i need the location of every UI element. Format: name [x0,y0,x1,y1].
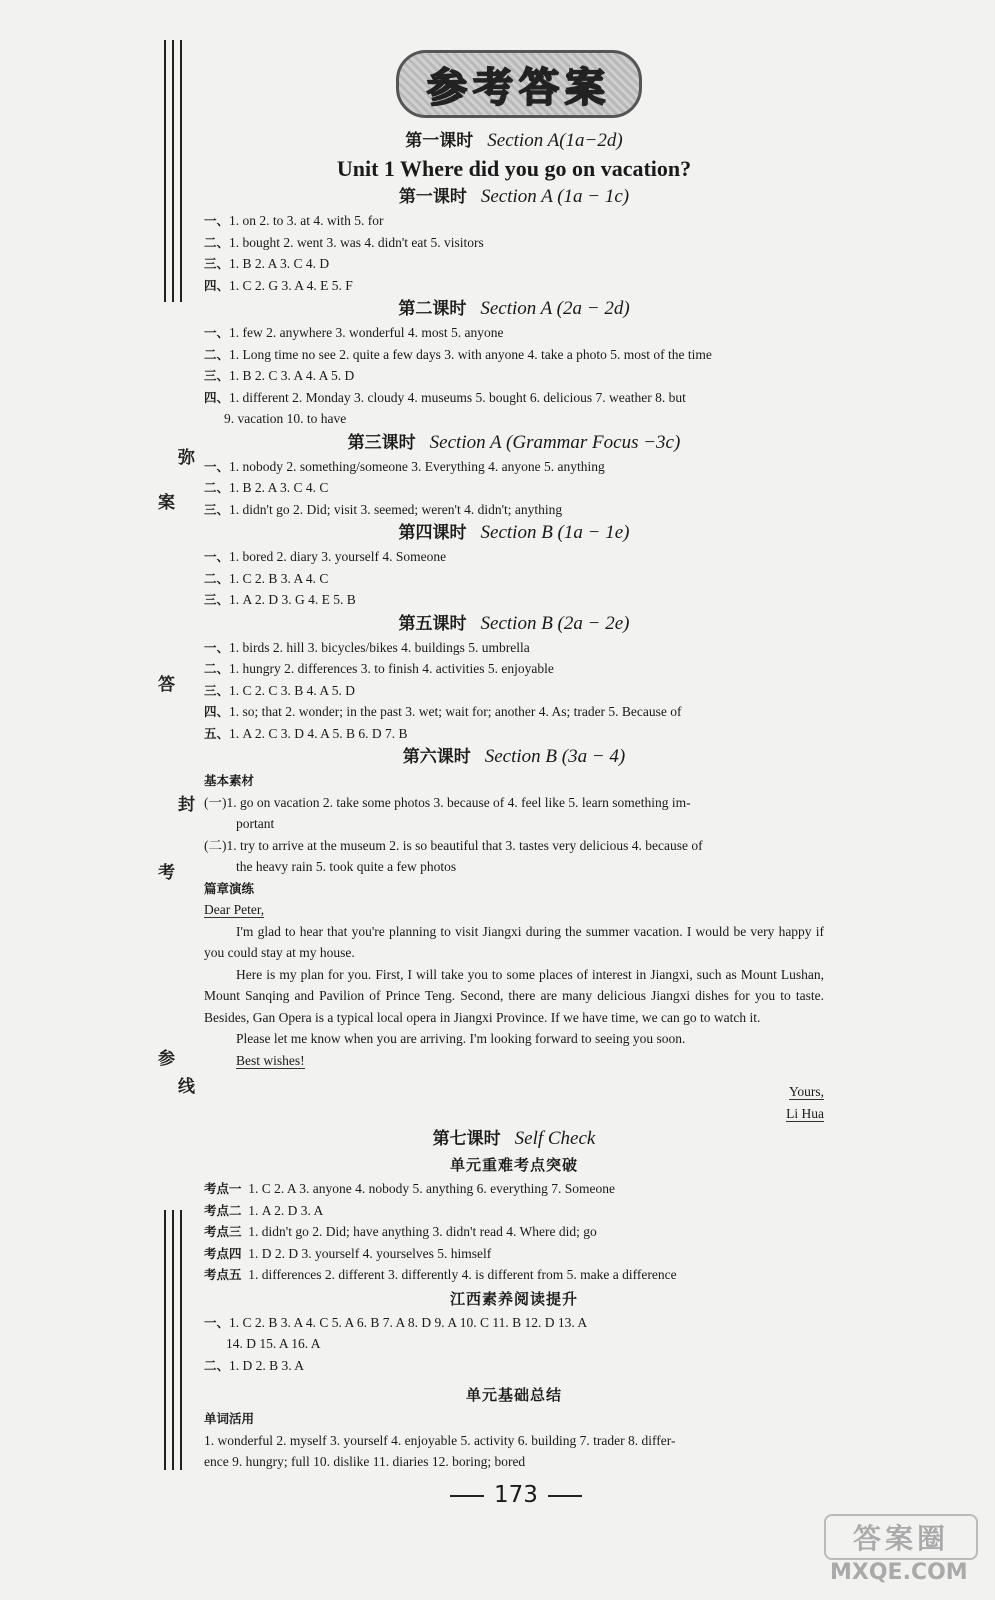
line-text: 1. A 2. C 3. D 4. A 5. B 6. D 7. B [229,725,408,741]
line-label: 四、 [204,277,230,293]
lesson-number: 第一课时 [405,131,474,151]
answer-line [204,1221,824,1243]
subsection-title: 单元重难考点突破 [449,1156,578,1174]
lesson-heading [204,1126,824,1152]
margin-rule [172,1210,174,1470]
line-text: 1. birds 2. hill 3. bicycles/bikes 4. buildings 5. umbrella [229,639,530,655]
answer-line [204,365,824,387]
lesson-section: Section B (2a − 2e) [480,612,630,634]
line-text: 1. didn't go 2. Did; have anything 3. didn't read 4. Where did; go [248,1224,597,1239]
line-text: 1. C 2. C 3. B 4. A 5. D [229,682,356,698]
line-text: 1. bought 2. went 3. was 4. didn't eat 5. visitors [229,234,484,250]
lesson-number: 第七课时 [432,1129,501,1149]
line-label: 五、 [204,725,230,741]
greeting-text: Dear Peter, [204,902,265,917]
line-label: 三、 [204,501,230,517]
lesson-number: 第二课时 [398,299,467,319]
line-label: 一、 [204,639,230,655]
answer-line [204,589,824,611]
answer-line [204,1178,824,1200]
line-label: 二、 [204,234,230,250]
line-label: 一、 [204,1314,230,1330]
line-label: 二、 [204,1357,230,1373]
margin-char: 答 [158,675,175,695]
answer-line [204,723,824,745]
line-text: 1. B 2. C 3. A 4. A 5. D [229,368,355,383]
line-text: 1. C 2. B 3. A 4. C [229,570,329,586]
lesson-heading [204,520,824,546]
answer-line [204,408,824,430]
answer-line [204,568,824,590]
lesson-heading [204,744,824,770]
answer-line [204,1243,824,1265]
lesson-section: Section A(1a−2d) [487,130,623,151]
sign-name: Li Hua [786,1105,824,1121]
margin-char: 参 [158,1049,175,1069]
line-label: 二、 [204,661,230,676]
watermark-logo: 答案圈 [824,1514,978,1560]
answer-line [204,1451,824,1473]
answer-line [204,232,824,254]
line-text: 1. B 2. A 3. C 4. C [229,480,329,495]
page-number: 173 [440,1482,592,1508]
line-text: the heavy rain 5. took quite a few photos [236,859,457,874]
lesson-number: 第六课时 [402,747,471,767]
subsection-title: 单元基础总结 [465,1386,562,1404]
line-label: 二、 [204,346,230,362]
line-text: 1. few 2. anywhere 3. wonderful 4. most 5. anyone [229,325,504,340]
answer-line [204,856,824,878]
watermark-url: MXQE.COM [830,1560,968,1585]
margin-rule [164,40,166,302]
answer-line [204,499,824,521]
answer-line [204,680,824,702]
lesson-heading [204,430,824,456]
lesson-number: 第五课时 [398,613,467,634]
margin-rule [172,40,174,302]
line-label: (二) [204,837,227,853]
line-text: 9. vacation 10. to have [224,411,347,426]
line-label: 考点三 [204,1224,242,1239]
line-label: 二、 [204,480,230,495]
answer-line [204,813,824,835]
line-label: 三、 [204,682,230,698]
letter-closing [204,1050,824,1072]
line-text: 1. on 2. to 3. at 4. with 5. for [229,213,384,228]
line-label: 二、 [204,570,230,586]
line-label: 三、 [204,592,230,607]
line-label: 考点一 [204,1181,242,1196]
letter-paragraph: Please let me know when you are arriving. I'm looking forward to seeing you soon. [236,1031,686,1046]
answer-line [204,344,824,366]
line-text: 1. different 2. Monday 3. cloudy 4. museums 5. bought 6. delicious 7. weather 8. but [229,389,686,405]
line-label: (一) [204,794,227,810]
letter-paragraph: Here is my plan for you. First, I will take you to some places of interest in Jiangxi, such as Mount Lushan, Mount Sanqing and Pavilion of Prince Teng. Second, there are many delicious Jiangxi dishes for you to taste. Besides, Gan Opera is a typical local opera in Jiangxi Province. If we have time, we can go to watch it. [204,966,824,1025]
unit-title: Unit 1 Where did you go on vacation? [336,156,692,181]
line-text: 1. differences 2. different 3. differently 4. is different from 5. make a difference [248,1267,677,1282]
title-banner [396,50,642,118]
line-text: ence 9. hungry; full 10. dislike 11. diaries 12. boring; bored [204,1454,526,1469]
letter-signature [204,1081,824,1124]
section-label: 篇章演练 [204,880,255,896]
line-text: 1. A 2. D 3. A [248,1202,324,1218]
answer-line [204,546,824,568]
line-text: 1. so; that 2. wonder; in the past 3. wet; wait for; another 4. As; trader 5. Because of [229,704,682,719]
line-label: 四、 [204,389,230,405]
answer-line [204,637,824,659]
line-text: 1. C 2. B 3. A 4. C 5. A 6. B 7. A 8. D 9. A 10. C 11. B 12. D 13. A [229,1314,588,1330]
line-text: 1. D 2. B 3. A [229,1357,305,1373]
line-text: 1. C 2. A 3. anyone 4. nobody 5. anything 6. everything 7. Someone [248,1181,615,1196]
line-text: 1. didn't go 2. Did; visit 3. seemed; weren't 4. didn't; anything [229,501,563,517]
sign-line: Yours, [788,1084,824,1099]
line-text: 14. D 15. A 16. A [226,1336,321,1351]
line-text: 1. Long time no see 2. quite a few days 3. with anyone 4. take a photo 5. most of the time [229,346,712,362]
answer-line [204,456,824,478]
answer-content [204,128,824,1473]
subsection-title: 江西素养阅读提升 [449,1289,578,1308]
line-label: 三、 [204,256,230,271]
margin-rule [180,40,182,302]
line-label: 一、 [204,458,230,474]
line-label: 一、 [204,325,230,340]
section-label: 基本素材 [204,773,255,788]
closing-text: Best wishes! [236,1052,305,1068]
margin-char: 封 [178,795,195,815]
lesson-heading [204,184,824,210]
answer-line [204,1312,824,1334]
line-text: 1. bored 2. diary 3. yourself 4. Someone [229,549,447,564]
line-text: 1. D 2. D 3. yourself 4. yourselves 5. himself [248,1245,492,1261]
answer-line [204,1264,824,1286]
lesson-section: Section B (3a − 4) [484,746,626,767]
answer-line [204,1333,824,1355]
letter-paragraph: I'm glad to hear that you're planning to visit Jiangxi during the summer vacation. I would be very happy if you could stay at my house. [204,923,824,960]
line-label: 四、 [204,704,230,719]
line-text: 1. hungry 2. differences 3. to finish 4. activities 5. enjoyable [229,661,554,676]
line-text: 1. try to arrive at the museum 2. is so beautiful that 3. tastes very delicious 4. because of [226,837,703,853]
line-text: 1. go on vacation 2. take some photos 3. because of 4. feel like 5. learn something im- [226,794,691,810]
lesson-number: 第一课时 [398,187,467,207]
answer-line [204,658,824,680]
lesson-number: 第四课时 [398,523,467,543]
margin-char: 弥 [178,448,195,468]
answer-line [204,275,824,297]
answer-line [204,1355,824,1377]
answer-line [204,1200,824,1222]
line-label: 考点四 [204,1245,242,1261]
line-text: 1. A 2. D 3. G 4. E 5. B [229,592,356,607]
line-label: 一、 [204,213,230,228]
lesson-number: 第三课时 [347,432,416,453]
answer-line [204,792,824,814]
lesson-section: Section B (1a − 1e) [480,522,630,543]
lesson-section: Self Check [514,1128,596,1149]
answer-line [204,835,824,857]
lesson-section: Section A (Grammar Focus −3c) [429,431,681,453]
line-text: 1. B 2. A 3. C 4. D [229,256,330,271]
line-label: 三、 [204,368,230,383]
line-text: portant [236,816,275,831]
banner-title: 参考答案 [427,64,611,111]
answer-line [204,322,824,344]
answer-line [204,477,824,499]
section-label: 单词活用 [204,1411,255,1426]
line-text: 1. wonderful 2. myself 3. yourself 4. enjoyable 5. activity 6. building 7. trader 8. differ- [204,1432,676,1448]
answer-line [204,701,824,723]
margin-rule [180,1210,182,1470]
margin-char: 案 [158,493,175,513]
letter-greeting [204,899,824,921]
answer-line [204,210,824,232]
lesson-heading [204,296,824,322]
answer-line [204,387,824,409]
margin-char: 线 [178,1077,195,1097]
line-label: 考点五 [204,1267,242,1282]
lesson-heading [204,611,824,637]
margin-char: 考 [158,863,175,883]
line-label: 一、 [204,549,230,564]
lesson-section: Section A (1a − 1c) [480,186,630,207]
line-label: 考点二 [204,1202,242,1218]
answer-line [204,1430,824,1452]
margin-rule [164,1210,166,1470]
lesson-section: Section A (2a − 2d) [480,298,630,319]
answer-line [204,253,824,275]
line-text: 1. C 2. G 3. A 4. E 5. F [229,277,353,293]
lesson-heading [204,128,824,154]
line-text: 1. nobody 2. something/someone 3. Everything 4. anyone 5. anything [229,458,605,474]
